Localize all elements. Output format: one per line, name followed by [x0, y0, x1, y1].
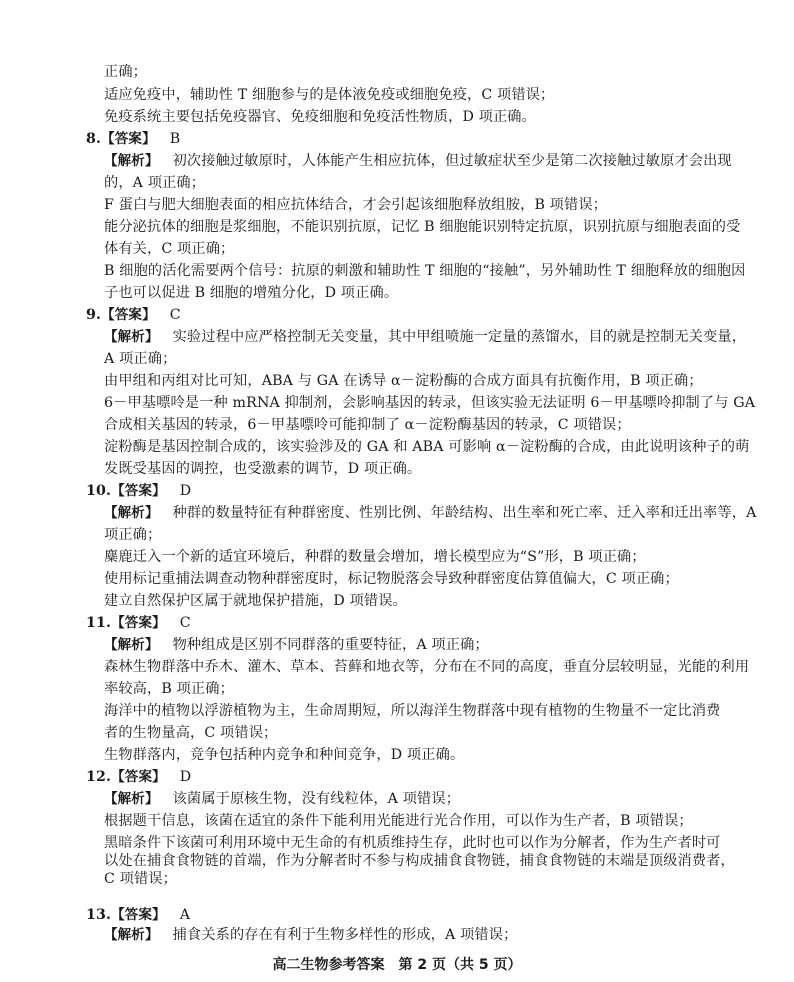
text-line: 的，A 项正确； — [104, 175, 206, 191]
text-line: 合成相关基因的转录，6－甲基嘌呤可能抑制了 α－淀粉酶基因的转录，C 项错误； — [104, 417, 631, 433]
answer-value: C — [179, 615, 191, 631]
question-13-answer — [86, 906, 190, 924]
analysis-tag: 【解析】 — [104, 153, 159, 169]
text-line: 捕食关系的存在有利于生物多样性的形成，A 项错误； — [172, 927, 518, 943]
text-line: 根据题干信息，该菌在适宜的条件下能利用光能进行光合作用，可以作为生产者，B 项错误； — [104, 813, 693, 829]
text-line: 项正确； — [104, 527, 162, 543]
text-line: 适应免疫中，辅助性 T 细胞参与的是体液免疫或细胞免疫，C 项错误； — [104, 87, 555, 103]
question-12-answer — [86, 768, 191, 786]
text-line: 黑暗条件下该菌可利用环境中无生命的有机质维持生存，此时也可以作为分解者，作为生产者时可 — [104, 835, 721, 851]
text-line: 该菌属于原核生物，没有线粒体，A 项错误； — [172, 791, 461, 807]
question-8-analysis — [104, 152, 732, 170]
page-footer: 高二生物参考答案 第 2 页（共 5 页） — [272, 957, 522, 973]
analysis-tag: 【解析】 — [104, 791, 159, 807]
text-line: 海洋中的植物以浮游植物为主，生命周期短，所以海洋生物群落中现有植物的生物量不一定比消费 — [104, 703, 721, 719]
question-11-answer — [86, 614, 191, 632]
question-12-analysis — [104, 790, 460, 808]
text-line: 物种组成是区别不同群落的重要特征，A 项正确； — [172, 637, 489, 653]
answer-tag: 【答案】 — [101, 307, 156, 323]
text-line: 子也可以促进 B 细胞的增殖分化，D 项正确。 — [104, 285, 399, 301]
question-10-analysis — [104, 504, 757, 522]
text-line: 6－甲基嘌呤是一种 mRNA 抑制剂，会影响基因的转录，但该实验无法证明 6－甲基嘌呤抑制了与 GA — [104, 395, 756, 411]
question-10-answer — [86, 482, 191, 500]
analysis-tag: 【解析】 — [104, 637, 159, 653]
text-line: 者的生物量高，C 项错误； — [104, 725, 278, 741]
question-number: 11. — [86, 615, 112, 631]
analysis-tag: 【解析】 — [104, 329, 159, 345]
answer-value: C — [169, 307, 181, 323]
text-line: 由甲组和丙组对比可知，ABA 与 GA 在诱导 α－淀粉酶的合成方面具有抗衡作用，B 项正确； — [104, 373, 703, 389]
text-line: 初次接触过敏原时，人体能产生相应抗体，但过敏症状至少是第二次接触过敏原才会出现 — [172, 153, 732, 169]
answer-tag: 【答案】 — [111, 615, 166, 631]
text-line: 体有关，C 项正确； — [104, 241, 235, 257]
text-line: 实验过程中应严格控制无关变量，其中甲组喷施一定量的蒸馏水，目的就是控制无关变量， — [172, 329, 747, 345]
text-line: B 细胞的活化需要两个信号：抗原的刺激和辅助性 T 细胞的“接触”，另外辅助性 T 细胞释放的细胞因 — [104, 263, 746, 279]
text-line: 免疫系统主要包括免疫器官、免疫细胞和免疫活性物质，D 项正确。 — [104, 109, 536, 125]
question-number: 10. — [86, 483, 112, 499]
answer-value: A — [179, 907, 191, 923]
question-number: 12. — [86, 769, 112, 785]
text-line: 率较高，B 项正确； — [104, 681, 234, 697]
text-line: A 项正确； — [104, 351, 177, 367]
question-9-analysis — [104, 328, 746, 346]
text-line: 麋鹿迁入一个新的适宜环境后，种群的数量会增加，增长模型应为“S”形，B 项正确； — [104, 549, 646, 565]
text-line: F 蛋白与肥大细胞表面的相应抗体结合，才会引起该细胞释放组胺，B 项错误； — [104, 197, 608, 213]
answer-value: B — [169, 131, 181, 147]
analysis-tag: 【解析】 — [104, 927, 159, 943]
question-9-answer — [86, 306, 181, 324]
question-11-analysis — [104, 636, 489, 654]
question-number: 9. — [86, 307, 102, 323]
answer-tag: 【答案】 — [111, 907, 166, 923]
analysis-tag: 【解析】 — [104, 505, 159, 521]
text-line: 建立自然保护区属于就地保护措施，D 项错误。 — [104, 593, 407, 609]
text-line: 使用标记重捕法调查动物种群密度时，标记物脱落会导致种群密度估算值偏大，C 项正确； — [104, 571, 679, 587]
text-line: 能分泌抗体的细胞是浆细胞，不能识别抗原，记忆 B 细胞能识别特定抗原，识别抗原与细胞表面的受 — [104, 219, 741, 235]
text-line: C 项错误； — [104, 871, 178, 887]
text-line: 以处在捕食食物链的首端，作为分解者时不参与构成捕食食物链，捕食食物链的末端是顶级消费者， — [104, 853, 735, 869]
answer-value: D — [179, 483, 192, 499]
text-line: 生物群落内，竞争包括种内竞争和种间竞争，D 项正确。 — [104, 747, 465, 763]
text-line: 淀粉酶是基因控制合成的，该实验涉及的 GA 和 ABA 可影响 α－淀粉酶的合成，由此说明该种子的萌 — [104, 439, 750, 455]
text-line: 森林生物群落中乔木、灌木、草本、苔藓和地衣等，分布在不同的高度，垂直分层较明显，光能的利用 — [104, 659, 750, 675]
question-number: 13. — [86, 907, 112, 923]
question-number: 8. — [86, 131, 102, 147]
text-line: 种群的数量特征有种群密度、性别比例、年龄结构、出生率和死亡率、迁入率和迁出率等，A — [172, 505, 757, 521]
text-line: 正确； — [104, 64, 148, 80]
answer-tag: 【答案】 — [111, 769, 166, 785]
answer-value: D — [179, 769, 192, 785]
answer-tag: 【答案】 — [111, 483, 166, 499]
answer-tag: 【答案】 — [101, 131, 156, 147]
text-line: 发既受基因的调控，也受激素的调节，D 项正确。 — [104, 461, 422, 477]
question-8-answer — [86, 130, 180, 148]
question-13-analysis — [104, 926, 517, 944]
